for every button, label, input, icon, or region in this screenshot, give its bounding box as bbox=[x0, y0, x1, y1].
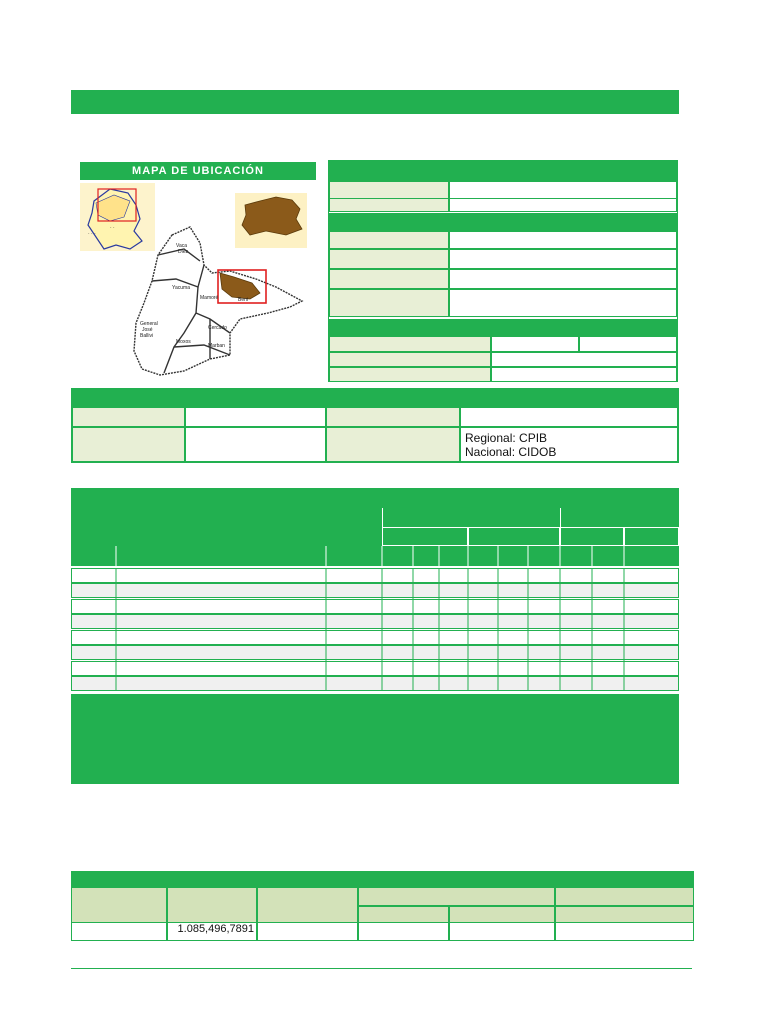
org-value-1 bbox=[185, 407, 326, 427]
svg-text:Ballivi: Ballivi bbox=[140, 333, 154, 339]
footer-rule bbox=[71, 968, 692, 969]
top-header-bar bbox=[71, 90, 679, 114]
label-beni: Beni bbox=[238, 297, 249, 303]
table-subgroup-2 bbox=[468, 527, 560, 546]
summary-sub-2 bbox=[449, 906, 555, 923]
summary-area-cell bbox=[167, 922, 257, 941]
label-marban: Marban bbox=[208, 343, 225, 349]
org-regional-text: Regional: CPIB bbox=[465, 431, 548, 445]
summary-head-2 bbox=[167, 887, 257, 923]
svg-text:José: José bbox=[142, 327, 153, 333]
info-label-6 bbox=[329, 289, 449, 317]
table-group-header-right bbox=[560, 508, 679, 527]
info-subheader bbox=[329, 213, 677, 231]
data-table-header bbox=[71, 488, 679, 508]
info-label-9 bbox=[329, 367, 491, 382]
department-map bbox=[134, 227, 302, 375]
info-label-4 bbox=[329, 249, 449, 269]
table-group-header-mid bbox=[382, 508, 560, 527]
info-value-9 bbox=[491, 367, 677, 382]
label-yacuma: Yacuma bbox=[172, 285, 190, 291]
summary-area-value: 1.085,496,7891 bbox=[177, 923, 254, 935]
summary-val-4 bbox=[358, 922, 449, 941]
summary-val-3 bbox=[257, 922, 358, 941]
info-label-7 bbox=[329, 336, 491, 352]
org-label-1 bbox=[72, 407, 185, 427]
map-title: MAPA DE UBICACIÓN bbox=[132, 165, 264, 177]
info-value-2 bbox=[449, 198, 677, 212]
label-moxos: Moxos bbox=[176, 339, 191, 345]
info-value-7b bbox=[579, 336, 677, 352]
info-subheader-2 bbox=[329, 319, 677, 336]
table-column-header-row bbox=[71, 546, 679, 566]
info-value-4 bbox=[449, 249, 677, 269]
info-label-3 bbox=[329, 231, 449, 249]
label-ballivian: General bbox=[140, 321, 158, 327]
org-affiliation-cell bbox=[460, 427, 678, 462]
info-label-2 bbox=[329, 198, 449, 212]
summary-head-5 bbox=[555, 887, 694, 906]
data-table-section bbox=[71, 488, 679, 784]
location-map bbox=[80, 183, 320, 383]
summary-sub-3 bbox=[555, 906, 694, 923]
summary-val-5 bbox=[449, 922, 555, 941]
table-body bbox=[71, 568, 679, 692]
summary-header bbox=[71, 871, 694, 887]
svg-text:Diez: Diez bbox=[178, 249, 189, 255]
table-subgroup-3 bbox=[560, 527, 624, 546]
info-value-1 bbox=[449, 181, 677, 199]
org-value-3 bbox=[185, 427, 326, 462]
summary-head-1 bbox=[71, 887, 167, 923]
info-value-3 bbox=[449, 231, 677, 249]
org-label-2 bbox=[326, 407, 460, 427]
svg-text:· ·: · · bbox=[110, 225, 115, 231]
org-nacional-text: Nacional: CIDOB bbox=[465, 445, 557, 459]
label-mamore: Mamoré bbox=[200, 295, 219, 301]
summary-table bbox=[71, 871, 694, 941]
label-vaca-diez: Vaca bbox=[176, 243, 188, 249]
info-value-6 bbox=[449, 289, 677, 317]
info-label-5 bbox=[329, 269, 449, 289]
info-header bbox=[329, 161, 677, 181]
notes-block bbox=[71, 694, 679, 784]
info-panel bbox=[328, 160, 678, 382]
svg-text:· · ·: · · · bbox=[88, 231, 96, 237]
info-label-1 bbox=[329, 181, 449, 199]
label-cercado: Cercado bbox=[208, 325, 227, 331]
summary-head-4 bbox=[358, 887, 555, 906]
summary-head-3 bbox=[257, 887, 358, 923]
info-value-5 bbox=[449, 269, 677, 289]
organization-section bbox=[71, 388, 679, 463]
info-label-8 bbox=[329, 352, 491, 367]
info-value-7a bbox=[491, 336, 579, 352]
summary-val-1 bbox=[71, 922, 167, 941]
map-title-bar bbox=[80, 162, 316, 180]
table-group-header-left bbox=[71, 508, 382, 546]
table-subgroup-4 bbox=[624, 527, 679, 546]
organization-header bbox=[72, 389, 678, 407]
summary-sub-1 bbox=[358, 906, 449, 923]
org-value-2 bbox=[460, 407, 678, 427]
org-label-3 bbox=[72, 427, 185, 462]
summary-val-6 bbox=[555, 922, 694, 941]
org-label-4 bbox=[326, 427, 460, 462]
country-inset-map bbox=[80, 183, 155, 251]
table-subgroup-1 bbox=[382, 527, 468, 546]
region-detail-inset bbox=[235, 193, 307, 248]
info-value-8 bbox=[491, 352, 677, 367]
